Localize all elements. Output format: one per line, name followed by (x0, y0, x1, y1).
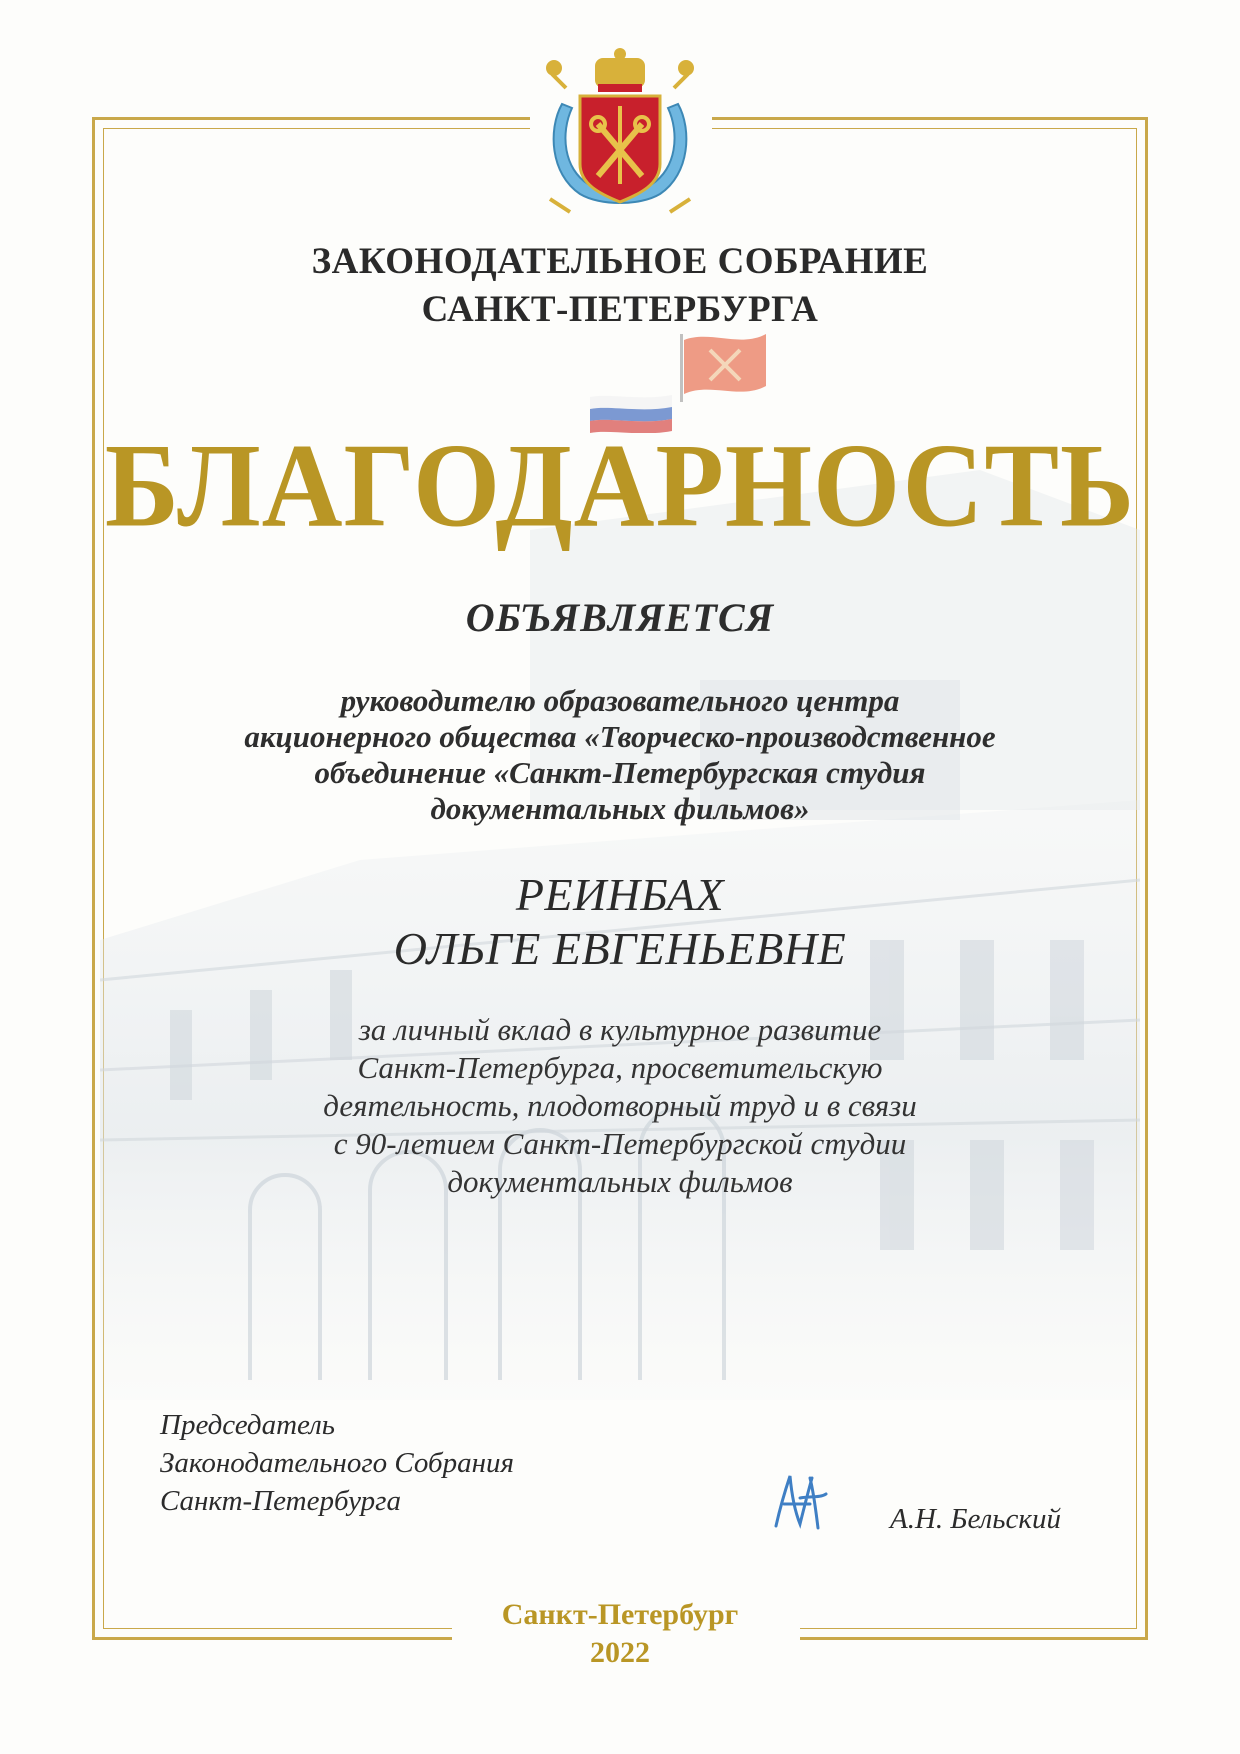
recipient-given-names: ОЛЬГЕ ЕВГЕНЬЕВНЕ (393, 923, 847, 974)
reason-line: с 90-летием Санкт-Петербургской студии (333, 1126, 907, 1161)
frame-top-left-inner (103, 128, 530, 129)
reason-line: деятельность, плодотворный труд и в связи (323, 1088, 917, 1123)
certificate-title: БЛАГОДАРНОСТЬ (104, 419, 1136, 553)
signatory-title-line: Законодательного Собрания (160, 1447, 514, 1479)
signatory-name: А.Н. Бельский (890, 1503, 1061, 1535)
footer-year: 2022 (590, 1636, 650, 1669)
recipient-description-line: документальных фильмов» (430, 791, 810, 826)
spb-coat-of-arms-icon (540, 44, 700, 214)
reason-line: Санкт-Петербурга, просветительскую (357, 1050, 883, 1085)
org-title-line-1: ЗАКОНОДАТЕЛЬНОЕ СОБРАНИЕ (311, 241, 929, 282)
frame-top-right-inner (712, 128, 1137, 129)
footer-city: Санкт-Петербург (501, 1598, 739, 1631)
signatory-title-line: Председатель (160, 1409, 336, 1441)
announce-heading: ОБЪЯВЛЯЕТСЯ (465, 595, 775, 640)
recipient-surname: РЕИНБАХ (515, 869, 725, 920)
handwritten-signature (770, 1468, 830, 1534)
frame-top-right-outer (712, 117, 1148, 120)
recipient-description-line: объединение «Санкт-Петербургская студия (314, 755, 926, 790)
frame-top-left-outer (92, 117, 530, 120)
reason-line: документальных фильмов (447, 1164, 793, 1199)
spb-flag-icon (680, 328, 770, 402)
org-title-line-2: САНКТ-ПЕТЕРБУРГА (421, 289, 819, 330)
recipient-description-line: акционерного общества «Творческо-производственное (244, 719, 996, 754)
signatory-title-line: Санкт-Петербурга (160, 1485, 401, 1517)
recipient-description-line: руководителю образовательного центра (340, 683, 900, 718)
reason-line: за личный вклад в культурное развитие (358, 1012, 882, 1047)
